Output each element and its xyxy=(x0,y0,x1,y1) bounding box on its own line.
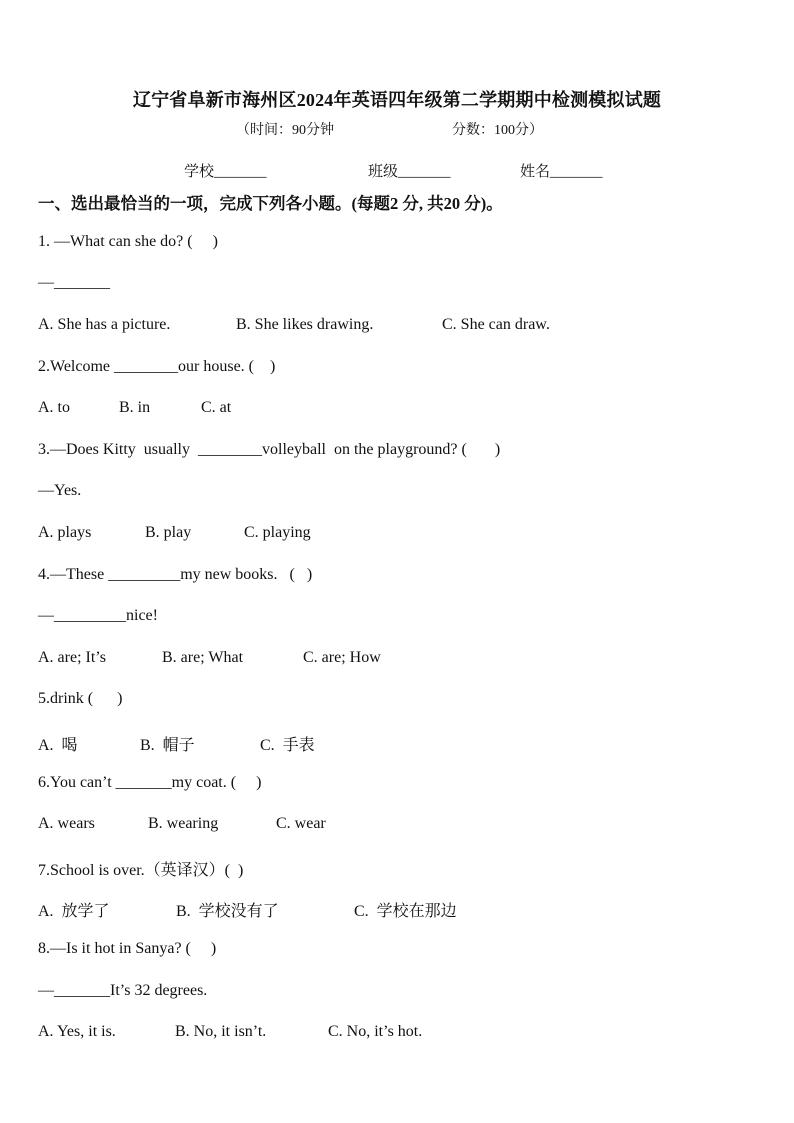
question-3-response: —Yes. xyxy=(38,482,82,499)
q4-option-a: A. are; It’s xyxy=(38,649,106,666)
name-field: 姓名_______ xyxy=(520,164,603,180)
q2-option-a: A. to xyxy=(38,399,70,416)
q1-option-a: A. She has a picture. xyxy=(38,316,171,333)
question-4-response: —_________nice! xyxy=(38,607,158,624)
question-3: 3.—Does Kitty usually ________volleyball on the playground? ( ) xyxy=(38,441,501,458)
q6-option-c: C. wear xyxy=(276,815,326,832)
q7-option-b: B. 学校没有了 xyxy=(176,903,279,920)
section-heading: 一、选出最恰当的一项，完成下列各小题。(每题2 分, 共20 分)。 xyxy=(38,194,503,213)
q3-option-a: A. plays xyxy=(38,524,92,541)
q1-option-b: B. She likes drawing. xyxy=(236,316,374,333)
q2-option-c: C. at xyxy=(201,399,232,416)
q3-option-b: B. play xyxy=(145,524,192,541)
q1-option-c: C. She can draw. xyxy=(442,316,550,333)
q8-option-c: C. No, it’s hot. xyxy=(328,1023,423,1040)
q4-option-c: C. are; How xyxy=(303,649,381,666)
exam-time: （时间：90分钟 xyxy=(236,123,334,138)
q7-option-a: A. 放学了 xyxy=(38,903,110,920)
question-4: 4.—These _________my new books. ( ) xyxy=(38,566,313,583)
exam-score: 分数：100分） xyxy=(452,123,543,138)
school-field: 学校_______ xyxy=(184,164,267,180)
class-field: 班级_______ xyxy=(368,164,451,180)
exam-title: 辽宁省阜新市海州区2024年英语四年级第二学期期中检测模拟试题 xyxy=(132,90,662,110)
question-7: 7.School is over.（英译汉）( ) xyxy=(38,862,244,879)
q8-option-b: B. No, it isn’t. xyxy=(175,1023,267,1040)
question-1: 1. —What can she do? ( ) xyxy=(38,233,218,250)
q6-option-b: B. wearing xyxy=(148,815,219,832)
question-2: 2.Welcome ________our house. ( ) xyxy=(38,358,276,375)
question-8: 8.—Is it hot in Sanya? ( ) xyxy=(38,940,217,957)
q5-option-c: C. 手表 xyxy=(260,737,315,754)
q6-option-a: A. wears xyxy=(38,815,95,832)
q2-option-b: B. in xyxy=(119,399,151,416)
question-8-response: —_______It’s 32 degrees. xyxy=(38,982,208,999)
q5-option-b: B. 帽子 xyxy=(140,737,195,754)
question-6: 6.You can’t _______my coat. ( ) xyxy=(38,774,262,791)
q5-option-a: A. 喝 xyxy=(38,737,78,754)
question-5: 5.drink ( ) xyxy=(38,690,123,707)
q3-option-c: C. playing xyxy=(244,524,311,541)
q8-option-a: A. Yes, it is. xyxy=(38,1023,116,1040)
question-1-response: —_______ xyxy=(38,274,110,291)
q7-option-c: C. 学校在那边 xyxy=(354,903,457,920)
q4-option-b: B. are; What xyxy=(162,649,244,666)
